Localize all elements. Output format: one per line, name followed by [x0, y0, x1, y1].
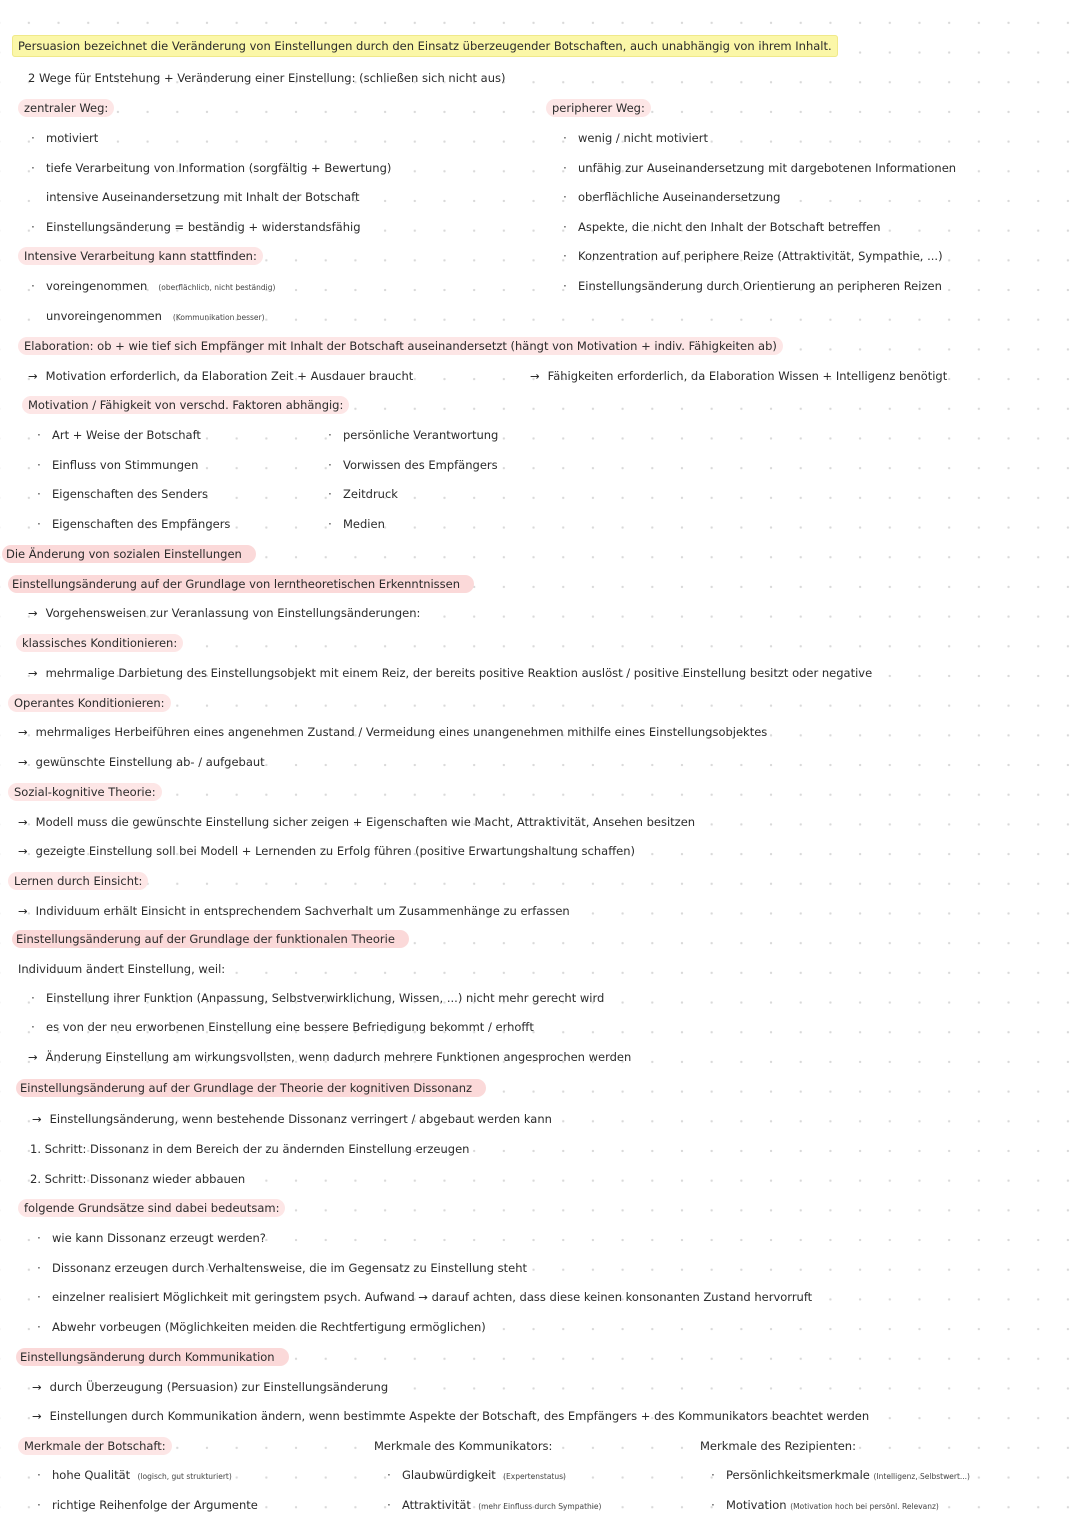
- social-title: Die Änderung von sozialen Einstellungen: [2, 546, 256, 562]
- functional-title: Einstellungsänderung auf der Grundlage der funktionalen Theorie: [12, 931, 409, 947]
- elaboration-motivation: → Motivation erforderlich, da Elaboration Zeit + Ausdauer braucht: [28, 369, 414, 383]
- peripheral-item: · Konzentration auf periphere Reize (Attraktivität, Sympathie, ...): [563, 249, 943, 263]
- factor-right: · persönliche Verantwortung: [328, 428, 499, 442]
- communicator-heading: Merkmale des Kommunikators:: [374, 1439, 553, 1453]
- principle-item: · Abwehr vorbeugen (Möglichkeiten meiden die Rechtfertigung ermöglichen): [37, 1320, 486, 1334]
- factor-left: · Einfluss von Stimmungen: [37, 458, 199, 472]
- central-item: · tiefe Verarbeitung von Information (sorgfältig + Bewertung): [31, 161, 392, 175]
- communicator-item: · Attraktivität (mehr Einfluss durch Sympathie): [387, 1498, 602, 1512]
- operant-heading: Operantes Konditionieren:: [8, 695, 171, 711]
- factor-right: · Medien: [328, 517, 385, 531]
- dissonance-arrow: → Einstellungsänderung, wenn bestehende Dissonanz verringert / abgebaut werden kann: [32, 1112, 552, 1126]
- central-item: · motiviert: [31, 131, 99, 145]
- central-item: intensive Auseinandersetzung mit Inhalt der Botschaft: [46, 190, 360, 204]
- factor-right: · Vorwissen des Empfängers: [328, 458, 498, 472]
- operant-line: → gewünschte Einstellung ab- / aufgebaut: [18, 755, 265, 769]
- functional-item: · Einstellung ihrer Funktion (Anpassung, Selbstverwirklichung, Wissen, ...) nicht mehr gerecht wird: [31, 991, 605, 1005]
- unbiased-item: unvoreingenommen (Kommunikation besser): [46, 309, 265, 323]
- principles-heading: folgende Grundsätze sind dabei bedeutsam:: [18, 1200, 285, 1216]
- sociocog-heading: Sozial-kognitive Theorie:: [8, 784, 162, 800]
- sociocog-line: → gezeigte Einstellung soll bei Modell + Lernenden zu Erfolg führen (positive Erwartungshaltung schaffen): [18, 844, 635, 858]
- procedures-line: → Vorgehensweisen zur Veranlassung von Einstellungsänderungen:: [28, 606, 421, 620]
- peripheral-item: · Aspekte, die nicht den Inhalt der Botschaft betreffen: [563, 220, 881, 234]
- dissonance-title: Einstellungsänderung auf der Grundlage der Theorie der kognitiven Dissonanz: [16, 1080, 486, 1096]
- peripheral-item: · wenig / nicht motiviert: [563, 131, 708, 145]
- central-item: · Einstellungsänderung = beständig + widerstandsfähig: [31, 220, 361, 234]
- peripheral-item: · unfähig zur Auseinandersetzung mit dargebotenen Informationen: [563, 161, 957, 175]
- functional-arrow: → Änderung Einstellung am wirkungsvollsten, wenn dadurch mehrere Funktionen angesprochen werden: [28, 1050, 632, 1064]
- intensive-heading: Intensive Verarbeitung kann stattfinden:: [18, 248, 263, 264]
- recipient-item: · Persönlichkeitsmerkmale (Intelligenz, Selbstwert...): [711, 1468, 970, 1482]
- functional-item: · es von der neu erworbenen Einstellung eine bessere Befriedigung bekommt / erhofft: [31, 1020, 534, 1034]
- principle-item: · wie kann Dissonanz erzeugt werden?: [37, 1231, 266, 1245]
- recipient-heading: Merkmale des Rezipienten:: [700, 1439, 856, 1453]
- factor-right: · Zeitdruck: [328, 487, 398, 501]
- central-heading: zentraler Weg:: [18, 100, 114, 116]
- message-heading: Merkmale der Botschaft:: [18, 1438, 172, 1454]
- functional-lead: Individuum ändert Einstellung, weil:: [18, 962, 226, 976]
- principle-item: · einzelner realisiert Möglichkeit mit geringstem psych. Aufwand → darauf achten, dass diese keinen konsonanten Zustand hervorruft: [37, 1290, 813, 1304]
- communicator-item: · Glaubwürdigkeit (Expertenstatus): [387, 1468, 566, 1482]
- dissonance-step2: 2. Schritt: Dissonanz wieder abbauen: [30, 1172, 246, 1186]
- peripheral-heading: peripherer Weg:: [546, 100, 651, 116]
- peripheral-item: · oberflächliche Auseinandersetzung: [563, 190, 781, 204]
- communication-arrow: → durch Überzeugung (Persuasion) zur Einstellungsänderung: [32, 1380, 389, 1394]
- dissonance-step1: 1. Schritt: Dissonanz in dem Bereich der zu ändernden Einstellung erzeugen: [30, 1142, 470, 1156]
- factors-heading: Motivation / Fähigkeit von verschd. Faktoren abhängig:: [22, 397, 349, 413]
- factor-left: · Eigenschaften des Empfängers: [37, 517, 231, 531]
- elaboration-abilities: → Fähigkeiten erforderlich, da Elaboration Wissen + Intelligenz benötigt: [530, 369, 948, 383]
- peripheral-item: · Einstellungsänderung durch Orientierung an peripheren Reizen: [563, 279, 942, 293]
- sociocog-line: → Modell muss die gewünschte Einstellung sicher zeigen + Eigenschaften wie Macht, Attraktivität, Ansehen besitzen: [18, 815, 696, 829]
- recipient-item: · Motivation (Motivation hoch bei persönl. Relevanz): [711, 1498, 939, 1512]
- elaboration-line: Elaboration: ob + wie tief sich Empfänger mit Inhalt der Botschaft auseinandersetzt (hängt von Motivation + indiv. Fähigkeiten ab): [18, 338, 783, 354]
- message-item: · richtige Reihenfolge der Argumente: [37, 1498, 258, 1512]
- two-ways-line: 2 Wege für Entstehung + Veränderung einer Einstellung: (schließen sich nicht aus): [28, 71, 506, 85]
- biased-item: · voreingenommen (oberflächlich, nicht beständig): [31, 279, 276, 293]
- factor-left: · Art + Weise der Botschaft: [37, 428, 201, 442]
- communication-arrow: → Einstellungen durch Kommunikation ändern, wenn bestimmte Aspekte der Botschaft, des Empfängers + des Kommunikators beachtet werden: [32, 1409, 870, 1423]
- definition: Persuasion bezeichnet die Veränderung von Einstellungen durch den Einsatz überzeugender Botschaften, auch unabhängig von ihrem Inhalt.: [12, 38, 838, 54]
- insight-line: → Individuum erhält Einsicht in entsprechendem Sachverhalt um Zusammenhänge zu erfassen: [18, 904, 570, 918]
- classical-heading: klassisches Konditionieren:: [16, 635, 183, 651]
- learning-title: Einstellungsänderung auf der Grundlage von lerntheoretischen Erkenntnissen: [8, 576, 474, 592]
- message-item: · hohe Qualität (logisch, gut strukturiert): [37, 1468, 232, 1482]
- classical-line: → mehrmalige Darbietung des Einstellungsobjekt mit einem Reiz, der bereits positive Reaktion auslöst / positive Einstellung besitzt oder negative: [28, 666, 873, 680]
- factor-left: · Eigenschaften des Senders: [37, 487, 208, 501]
- operant-line: → mehrmaliges Herbeiführen eines angenehmen Zustand / Vermeidung eines unangenehmen mithilfe eines Einstellungsobjektes: [18, 725, 768, 739]
- communication-title: Einstellungsänderung durch Kommunikation: [16, 1349, 289, 1365]
- principle-item: · Dissonanz erzeugen durch Verhaltensweise, die im Gegensatz zu Einstellung steht: [37, 1261, 528, 1275]
- insight-heading: Lernen durch Einsicht:: [8, 873, 148, 889]
